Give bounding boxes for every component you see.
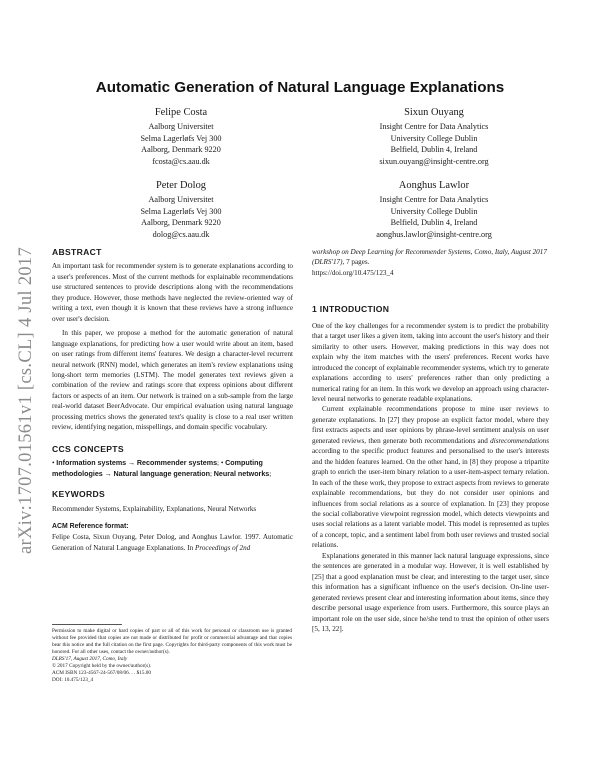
intro-text: according to the specific product features and personalised to the user's interests and the hidden features learned. On the other hand, in [8] they propose a tripartite graph to enrich the user-item binary relation to a user-item-aspect ternary relation. In each of the these work, they propose to extract aspects from reviews to generate explainable recommendations, but they do not consider user opinions and influences from social relations as a source of explanation. In [23] they propose the social collaborative viewpoint regression model, which detects viewpoints and uses social relations as a latent variable model. This model is represented as tuples of a concept, topic, and a sentiment label from both user reviews and trusted social relations. xyxy=(312,447,549,550)
author-email: dolog@cs.aau.dk xyxy=(152,229,210,239)
author-affiliation: Aalborg Universitet xyxy=(148,122,214,131)
reference-pages: 7 pages. xyxy=(344,258,370,267)
author-address: Selma Lagerløfs Vej 300 xyxy=(140,206,222,216)
reference-text xyxy=(52,532,293,553)
reference-heading: ACM Reference format: xyxy=(52,522,129,530)
venue-line: DLRS'17, August 2017, Como, Italy xyxy=(52,656,128,662)
permission-notice: Permission to make digital or hard copies of part or all of this work for personal or classroom use is granted without fee provided that copies are not made or distributed for profit or commercial advantage and that copies bear this notice and the full citation on the first page. Copyrights for third-party components of this work must be honored. For all other uses, contact the owner/author(s). xyxy=(52,628,292,655)
ccs-end: ; xyxy=(269,469,272,478)
keywords-text: Recommender Systems, Explainability, Explanations, Neural Networks xyxy=(52,504,257,513)
introduction-heading: 1 INTRODUCTION xyxy=(312,304,390,315)
ccs-concepts: • Information systems → Recommender systems; • Computing methodologies → Natural language generation; Neural networks; xyxy=(52,459,272,478)
intro-paragraph-3: Explanations generated in this manner lack natural language expressions, since the sentences are generated in a modular way. However, it is well established by [25] that a good explanation must be clear, and interesting to the target user, since this information has a significant influence on the user's decision. On-line user-generated reviews present clear and interesting information about items, since they describe personal usage experience from users. Furthermore, this source plays an important role on the user side, since he/she tend to trust the opinion of other users [5, 13, 22]. xyxy=(312,551,549,633)
isbn-line: ACM ISBN 123-4567-24-567/08/06. . . $15.00 xyxy=(52,670,152,676)
arxiv-identifier-text: arXiv:1707.01561v1 [cs.CL] 4 Jul 2017 xyxy=(16,246,37,554)
abstract-paragraph-1: An important task for recommender system is to generate explanations according to a user's preferences. Most of the current methods for explainable recommendations use structured sentences to provide descriptions along with the recommendations they produce. However, those methods have neglected the review-oriented way of writing a text, even though it is known that these reviews have a strong influence over user's decision. xyxy=(52,262,293,323)
reference-workshop: workshop on Deep Learning for Recommender Systems, Como, Italy, August 2017 (DLRS'17), xyxy=(312,248,547,267)
author-affiliation: Insight Centre for Data Analytics xyxy=(379,122,489,131)
author-city: Belfield, Dublin 4, Ireland xyxy=(390,218,478,228)
arrow-icon: → xyxy=(104,469,112,478)
author-city: Aalborg, Denmark 9220 xyxy=(141,218,221,228)
author-email: sixun.ouyang@insight-centre.org xyxy=(379,156,489,166)
ccs-term: Neural networks xyxy=(213,469,270,478)
author-address: University College Dublin xyxy=(390,133,478,143)
author-name: Sixun Ouyang xyxy=(404,107,464,118)
footnote-divider xyxy=(52,624,122,625)
left-column xyxy=(52,247,293,553)
author-block-ouyang xyxy=(334,106,534,167)
ccs-term: Natural language generation xyxy=(113,469,210,478)
intro-emphasis: disrecommendations xyxy=(490,436,549,445)
paper-title: Automatic Generation of Natural Language Explanations xyxy=(95,79,505,96)
author-block-lawlor xyxy=(334,179,534,240)
abstract-heading: ABSTRACT xyxy=(52,247,102,257)
intro-text: Current explainable recommendations propose to mine user reviews to generate explanations. In [27] they propose an explicit factor model, where they first extracts aspects and user opinions by phrase-level sentiment analysis on user generated reviews, then generate both recommendations and xyxy=(312,405,549,445)
keywords-heading: KEYWORDS xyxy=(52,489,106,500)
copyright-line: © 2017 Copyright held by the owner/author(s). xyxy=(52,663,152,669)
author-name: Aonghus Lawlor xyxy=(398,180,470,191)
arxiv-identifier xyxy=(6,210,48,590)
author-city: Belfield, Dublin 4, Ireland xyxy=(390,145,478,155)
reference-doi-link[interactable]: https://doi.org/10.475/123_4 xyxy=(312,268,394,277)
ccs-term: Recommender systems xyxy=(136,459,218,468)
reference-citation: Felipe Costa, Sixun Ouyang, Peter Dolog, and Aonghus Lawlor. 1997. Automatic Generation of Natural Language Explanations. In xyxy=(52,533,293,552)
ccs-heading: CCS CONCEPTS xyxy=(52,443,124,454)
author-email: aonghus.lawlor@insight-centre.org xyxy=(376,229,492,239)
author-address: Selma Lagerløfs Vej 300 xyxy=(140,133,222,143)
ccs-separator: ; • xyxy=(217,459,224,468)
reference-proceedings: Proceedings of 2nd xyxy=(194,543,251,552)
intro-paragraph-2 xyxy=(312,404,549,550)
ccs-separator: ; xyxy=(209,469,214,478)
abstract-paragraph-2: In this paper, we propose a method for the automatic generation of natural language explanations, for predicting how a user would write about an item, based on user ratings from different items' features. We design a character-level recurrent neural network (RNN) model, which generates an item's review explanations using long-short term memories (LSTM). The model generates text reviews given a combination of the review and ratings score that express opinions about different factors or aspects of an item. Our network is trained on a sub-sample from the large real-world dataset BeerAdvocate. Our empirical evaluation using natural language processing metrics shows the generated text's quality is close to a real user written review, identifying negation, misspellings, and domain specific vocabulary. xyxy=(52,329,293,432)
footnote xyxy=(52,628,292,684)
ccs-term: Information systems xyxy=(56,459,127,468)
author-address: University College Dublin xyxy=(390,206,478,216)
right-column xyxy=(312,247,549,634)
author-name: Felipe Costa xyxy=(154,107,208,118)
ccs-term: Computing methodologies xyxy=(52,459,263,478)
intro-paragraph-1: One of the key challenges for a recommender system is to predict the probability that a target user likes a given item, taking into account the user's history and their similarity to other users. However, making predictions in this way does not explain why the item matches with the users' preferences. Recent works have introduced the concept of explainable recommender systems, which try to generate explanations according to users' preferences rather than only predicting a numerical rating for an item. In this work we develop an approach using character-level neural networks to generate readable explanations. xyxy=(312,321,549,403)
author-affiliation: Aalborg Universitet xyxy=(148,195,214,204)
reference-continuation xyxy=(312,247,549,268)
author-email: fcosta@cs.aau.dk xyxy=(152,156,210,166)
author-city: Aalborg, Denmark 9220 xyxy=(141,145,221,155)
author-name: Peter Dolog xyxy=(156,180,206,191)
author-affiliation: Insight Centre for Data Analytics xyxy=(379,195,489,204)
author-block-costa xyxy=(81,106,281,167)
arrow-icon: → xyxy=(127,459,136,468)
author-block-dolog xyxy=(81,179,281,240)
doi-line: DOI: 10.475/123_4 xyxy=(52,677,94,683)
